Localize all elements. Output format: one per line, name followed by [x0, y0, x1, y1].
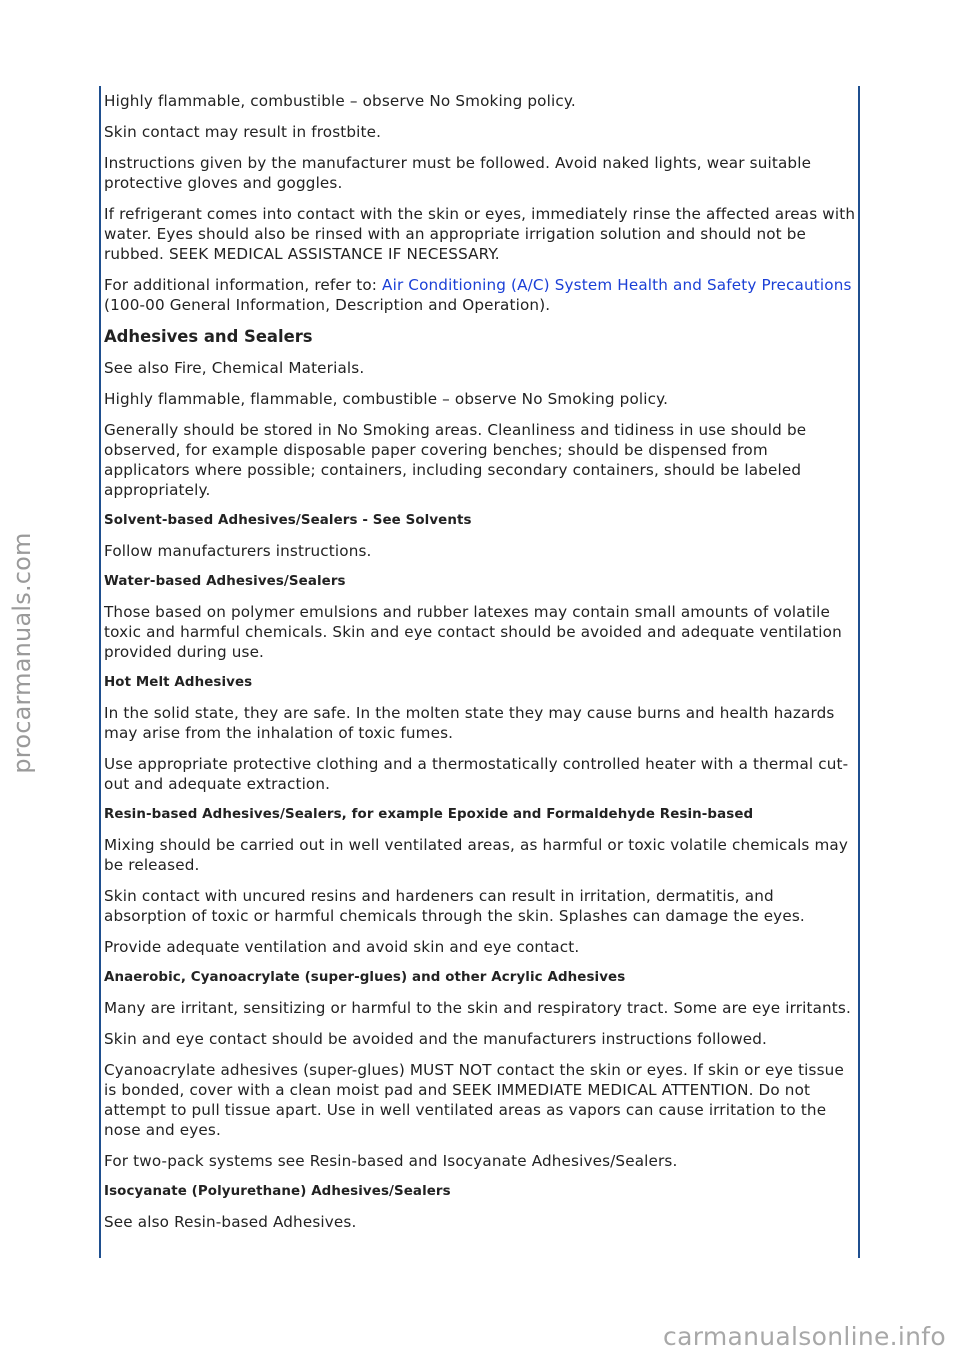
paragraph: Instructions given by the manufacturer must be followed. Avoid naked lights, wear suitable protective gloves and goggles. — [104, 154, 812, 192]
paragraph: Generally should be stored in No Smoking areas. Cleanliness and tidiness in use should be observed, for example disposable paper covering benches; should be dispensed from applicators where possible; containers, including secondary containers, should be labeled appropriately. — [104, 421, 807, 499]
section-heading-adhesives: Adhesives and Sealers — [104, 327, 313, 346]
footer-watermark: carmanualsonline.info — [663, 1322, 946, 1351]
document-body — [104, 91, 856, 1243]
paragraph: For two-pack systems see Resin-based and Isocyanate Adhesives/Sealers. — [104, 1152, 678, 1170]
paragraph: Many are irritant, sensitizing or harmful to the skin and respiratory tract. Some are eye irritants. — [104, 999, 851, 1017]
paragraph: Skin contact may result in frostbite. — [104, 123, 382, 141]
ac-health-safety-link[interactable]: Air Conditioning (A/C) System Health and Safety Precautions — [382, 276, 852, 294]
paragraph: Those based on polymer emulsions and rubber latexes may contain small amounts of volatile toxic and harmful chemicals. Skin and eye contact should be avoided and adequate ventilation provided during use. — [104, 603, 842, 661]
side-watermark-text: procarmanuals.com — [8, 532, 36, 774]
paragraph: Skin contact with uncured resins and hardeners can result in irritation, dermatitis, and absorption of toxic or harmful chemicals through the skin. Splashes can damage the eyes. — [104, 887, 805, 925]
paragraph: Highly flammable, combustible – observe No Smoking policy. — [104, 92, 576, 110]
left-border-rule — [99, 86, 101, 1258]
subheading-water-based: Water-based Adhesives/Sealers — [104, 574, 346, 589]
subheading-isocyanate: Isocyanate (Polyurethane) Adhesives/Sealers — [104, 1184, 451, 1199]
reference-paragraph — [104, 275, 856, 315]
paragraph: See also Fire, Chemical Materials. — [104, 359, 365, 377]
right-border-rule — [858, 86, 860, 1258]
subheading-solvent-based: Solvent-based Adhesives/Sealers - See Solvents — [104, 513, 472, 528]
paragraph: If refrigerant comes into contact with the skin or eyes, immediately rinse the affected areas with water. Eyes should also be rinsed with an appropriate irrigation solution and should not be rubbed. SEEK MEDICAL ASSISTANCE IF NECESSARY. — [104, 205, 856, 263]
paragraph: Follow manufacturers instructions. — [104, 542, 372, 560]
paragraph: See also Resin-based Adhesives. — [104, 1213, 357, 1231]
reference-lead-text: For additional information, refer to: — [104, 276, 383, 294]
paragraph: In the solid state, they are safe. In the molten state they may cause burns and health hazards may arise from the inhalation of toxic fumes. — [104, 704, 835, 742]
paragraph: Cyanoacrylate adhesives (super-glues) MUST NOT contact the skin or eyes. If skin or eye tissue is bonded, cover with a clean moist pad and SEEK IMMEDIATE MEDICAL ATTENTION. Do not attempt to pull tissue apart. Use in well ventilated areas as vapors can cause irritation to the nose and eyes. — [104, 1061, 844, 1139]
paragraph: Skin and eye contact should be avoided and the manufacturers instructions followed. — [104, 1030, 768, 1048]
subheading-anaerobic: Anaerobic, Cyanoacrylate (super-glues) and other Acrylic Adhesives — [104, 970, 626, 985]
paragraph: Highly flammable, flammable, combustible – observe No Smoking policy. — [104, 390, 669, 408]
reference-trail-text: (100-00 General Information, Description and Operation). — [104, 296, 551, 314]
paragraph: Use appropriate protective clothing and a thermostatically controlled heater with a thermal cut-out and adequate extraction. — [104, 755, 849, 793]
paragraph: Provide adequate ventilation and avoid skin and eye contact. — [104, 938, 580, 956]
paragraph: Mixing should be carried out in well ventilated areas, as harmful or toxic volatile chemicals may be released. — [104, 836, 849, 874]
subheading-hot-melt: Hot Melt Adhesives — [104, 675, 253, 690]
subheading-resin-based: Resin-based Adhesives/Sealers, for example Epoxide and Formaldehyde Resin-based — [104, 807, 754, 822]
